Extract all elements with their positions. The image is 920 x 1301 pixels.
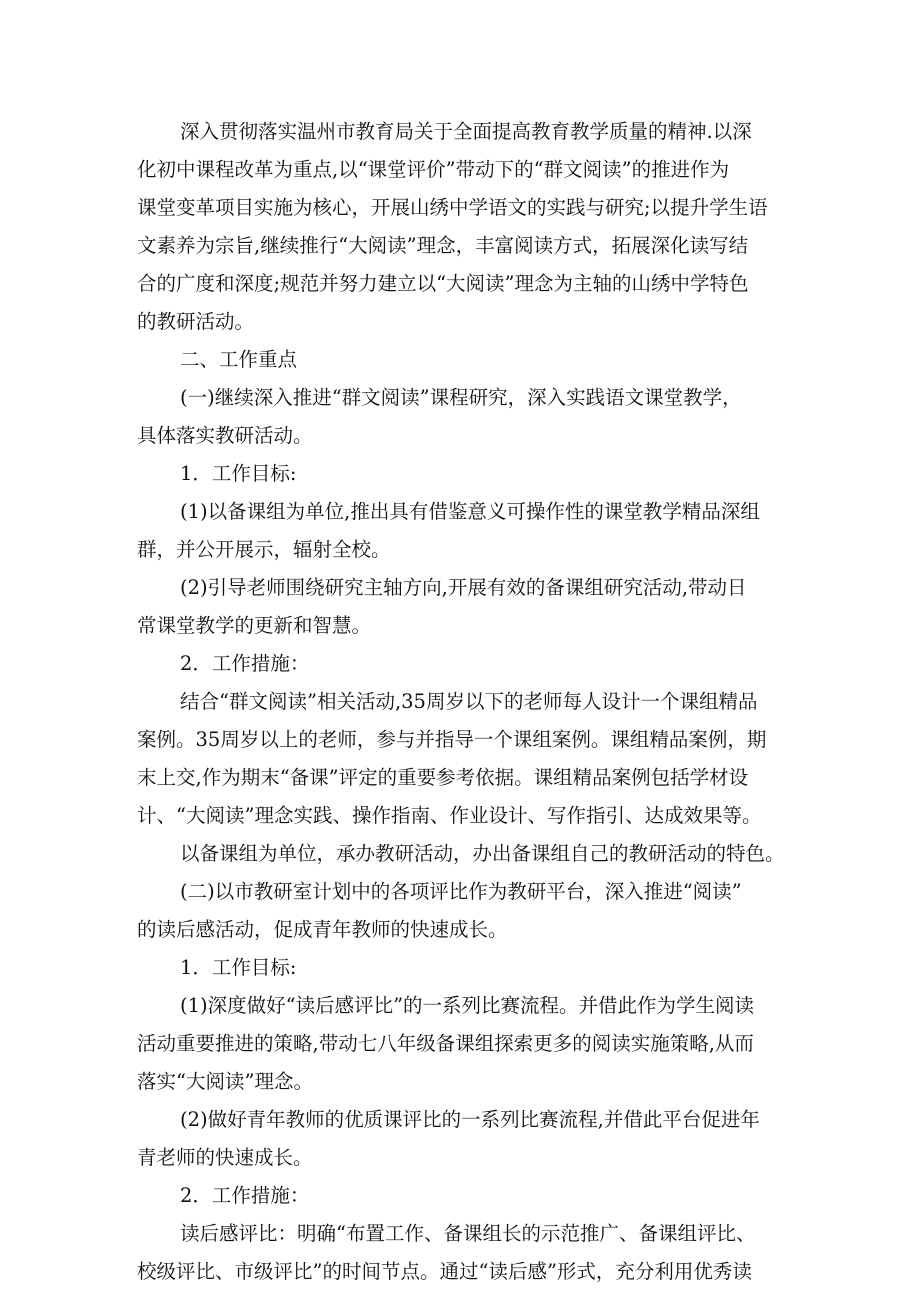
body-text-line: (1)深度做好“读后感评比”的一系列比赛流程。并借此作为学生阅读 [180,994,755,1017]
body-text-line: 活动重要推进的策略,带动七八年级备课组探索更多的阅读实施策略,从而 [137,1032,754,1055]
body-text-line: 末上交,作为期末“备课”评定的重要参考依据。课组精品案例包括学材设 [137,766,749,789]
body-text-line: 群，并公开展示，辐射全校。 [137,538,391,561]
body-text-line: 青老师的快速成长。 [137,1146,313,1169]
body-text-line: (2)做好青年教师的优质课评比的一系列比赛流程,并借此平台促进年 [180,1108,760,1131]
body-text-line: 校级评比、市级评比”的时间节点。通过“读后感”形式，充分利用优秀读 [137,1260,752,1283]
body-text-line: 文素养为宗旨,继续推行“大阅读”理念，丰富阅读方式，拓展深化读写结 [137,234,749,257]
body-text-line: 的读后感活动，促成青年教师的快速成长。 [137,918,508,941]
section-heading: 二、工作重点 [180,348,298,371]
item-heading: 1．工作目标: [180,462,297,485]
body-text-line: 课堂变革项目实施为核心，开展山绣中学语文的实践与研究;以提升学生语 [137,196,768,219]
body-text-line: 以备课组为单位，承办教研活动，办出备课组自己的教研活动的特色。 [180,842,785,865]
subsection-heading: (一)继续深入推进“群文阅读”课程研究，深入实践语文课堂教学， [180,386,742,409]
body-text-line: 案例。35周岁以上的老师，参与并指导一个课组案例。课组精品案例，期 [137,728,767,751]
body-text-line: 落实“大阅读”理念。 [137,1070,313,1093]
body-text-line: 常课堂教学的更新和智慧。 [137,614,372,637]
body-text-line: (1)以备课组为单位,推出具有借鉴意义可操作性的课堂教学精品深组 [180,500,760,523]
body-text-line: 具体落实教研活动。 [137,424,313,447]
body-text-line: 计、“大阅读”理念实践、操作指南、作业设计、写作指引、达成效果等。 [137,804,762,827]
item-heading: 2．工作措施： [180,652,310,675]
item-heading: 1．工作目标: [180,956,297,979]
body-text-line: 读后感评比：明确“布置工作、备课组长的示范推广、备课组评比、 [180,1222,756,1245]
body-text-line: 结合“群文阅读”相关活动,35周岁以下的老师每人设计一个课组精品 [180,690,758,713]
body-text-line: 深入贯彻落实温州市教育局关于全面提高教育教学质量的精神.以深 [180,120,752,143]
subsection-heading: (二)以市教研室计划中的各项评比作为教研平台，深入推进“阅读” [180,880,742,903]
body-text-line: (2)引导老师围绕研究主轴方向,开展有效的备课组研究活动,带动日 [180,576,747,599]
body-text-line: 合的广度和深度;规范并努力建立以“大阅读”理念为主轴的山绣中学特色 [137,272,749,295]
body-text-line: 的教研活动。 [137,310,255,333]
item-heading: 2．工作措施： [180,1184,310,1207]
body-text-line: 化初中课程改革为重点,以“课堂评价”带动下的“群文阅读”的推进作为 [137,158,730,181]
